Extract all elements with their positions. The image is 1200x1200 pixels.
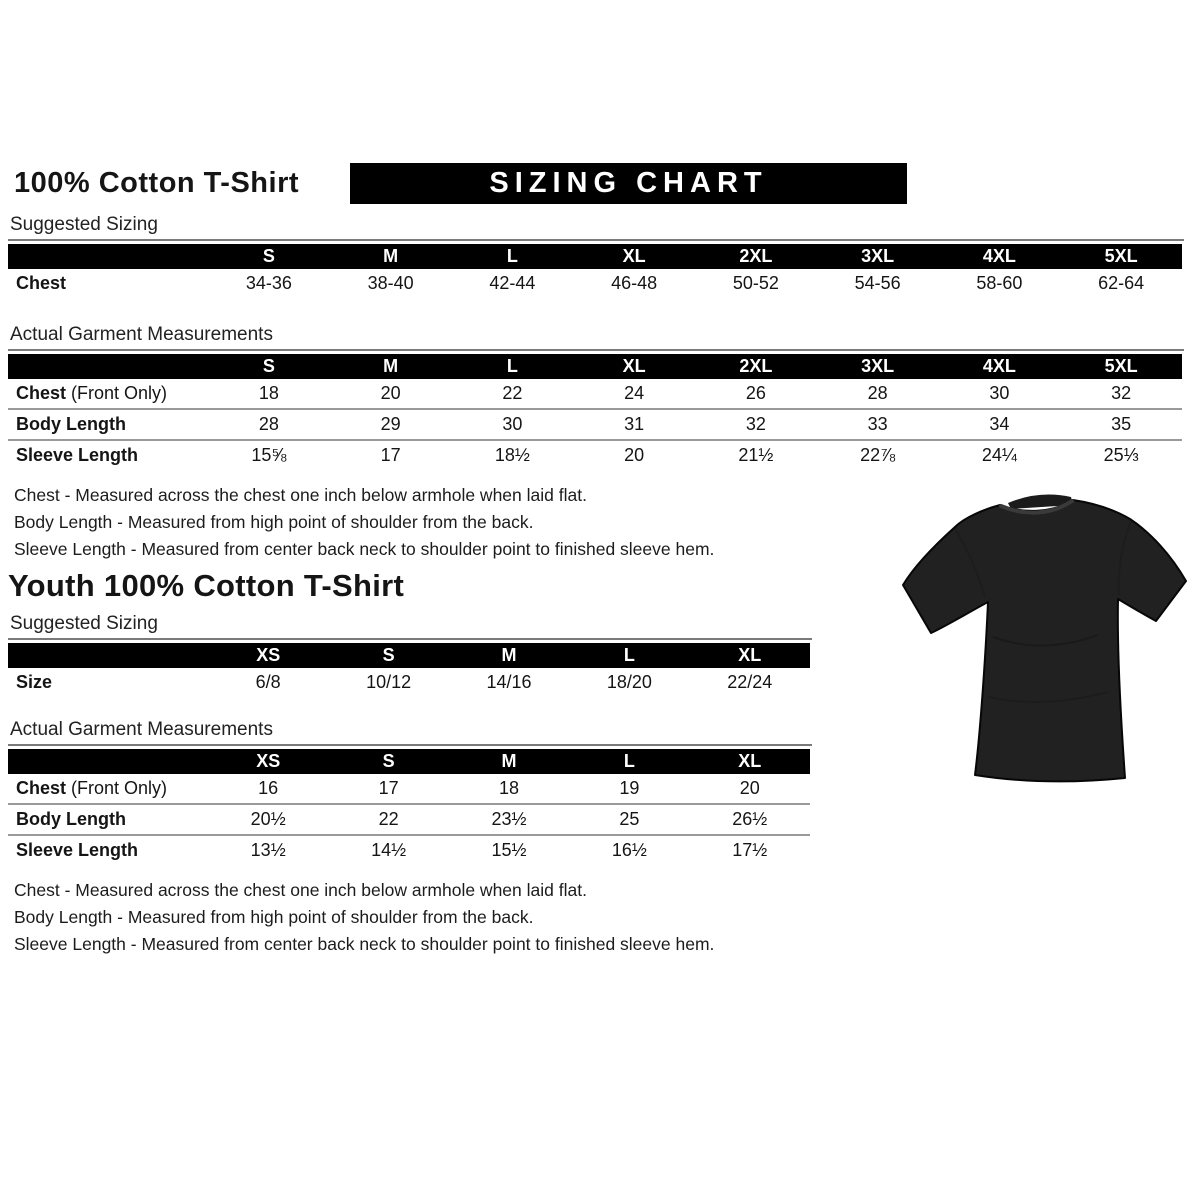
cell: 20 bbox=[573, 440, 695, 470]
column-header-5xl: 5XL bbox=[1060, 354, 1182, 379]
cell: 17 bbox=[378, 778, 399, 798]
column-header-xl: XL bbox=[573, 244, 695, 269]
cell: 18/20 bbox=[606, 672, 652, 692]
column-header-5xl: 5XL bbox=[1060, 244, 1182, 269]
header-spacer bbox=[8, 354, 208, 379]
cell: 16½ bbox=[569, 835, 689, 865]
note-line: Body Length - Measured from high point of shoulder from the back. bbox=[14, 512, 534, 532]
cell: 33 bbox=[817, 409, 939, 440]
column-header-4xl: 4XL bbox=[939, 244, 1061, 269]
cell: 19 bbox=[619, 778, 640, 798]
column-header-xl: XL bbox=[573, 354, 695, 379]
column-header-xl: XL bbox=[690, 643, 810, 668]
column-header-s: S bbox=[208, 354, 330, 379]
cell: 17½ bbox=[690, 835, 810, 865]
column-header-m: M bbox=[330, 244, 452, 269]
cell: 50-52 bbox=[732, 273, 779, 293]
column-header-l: L bbox=[452, 354, 574, 379]
page-title: 100% Cotton T-Shirt bbox=[14, 167, 300, 199]
column-header-l: L bbox=[452, 244, 574, 269]
measurement-notes-adult bbox=[14, 482, 794, 562]
header-spacer bbox=[8, 643, 208, 668]
cell: 34 bbox=[939, 409, 1061, 440]
row-label: Body Length bbox=[8, 804, 208, 835]
table-row bbox=[8, 379, 1182, 409]
table-row bbox=[8, 774, 810, 804]
cell: 21½ bbox=[695, 440, 817, 470]
cell: 24¼ bbox=[939, 440, 1061, 470]
cell: 28 bbox=[867, 383, 888, 403]
cell: 26 bbox=[745, 383, 766, 403]
cell: 32 bbox=[1111, 383, 1132, 403]
sizing-chart-banner: SIZING CHART bbox=[350, 163, 907, 204]
cell: 54-56 bbox=[854, 273, 901, 293]
cell: 15⅝ bbox=[208, 440, 330, 470]
size-table bbox=[8, 749, 810, 865]
cell: 22⅞ bbox=[817, 440, 939, 470]
column-header-m: M bbox=[449, 749, 569, 774]
tshirt-icon bbox=[893, 486, 1198, 806]
row-label: Chest (Front Only) bbox=[16, 383, 168, 403]
table-row bbox=[8, 668, 810, 697]
cell: 10/12 bbox=[366, 672, 412, 692]
section-label-suggested-sizing-youth: Suggested Sizing bbox=[8, 613, 812, 640]
note-line: Chest - Measured across the chest one inch below armhole when laid flat. bbox=[14, 485, 587, 505]
size-table bbox=[8, 244, 1182, 298]
cell: 18 bbox=[258, 383, 279, 403]
note-line: Chest - Measured across the chest one inch below armhole when laid flat. bbox=[14, 880, 587, 900]
cell: 17 bbox=[330, 440, 452, 470]
cell: 18 bbox=[498, 778, 519, 798]
column-header-m: M bbox=[449, 643, 569, 668]
cell: 22/24 bbox=[727, 672, 773, 692]
size-table bbox=[8, 643, 810, 697]
header-spacer bbox=[8, 749, 208, 774]
cell: 16 bbox=[258, 778, 279, 798]
column-header-l: L bbox=[569, 643, 689, 668]
section-label-measurements-adult: Actual Garment Measurements bbox=[8, 324, 1184, 351]
column-header-3xl: 3XL bbox=[817, 354, 939, 379]
column-header-xs: XS bbox=[208, 749, 328, 774]
cell: 34-36 bbox=[245, 273, 292, 293]
note-line: Sleeve Length - Measured from center back neck to shoulder point to finished sleeve hem. bbox=[14, 539, 715, 559]
cell: 20 bbox=[380, 383, 401, 403]
row-label: Size bbox=[16, 672, 53, 692]
header-row bbox=[8, 163, 1182, 204]
column-header-2xl: 2XL bbox=[695, 244, 817, 269]
column-header-s: S bbox=[208, 244, 330, 269]
cell: 18½ bbox=[452, 440, 574, 470]
tshirt-image bbox=[893, 486, 1198, 806]
size-table bbox=[8, 354, 1182, 470]
column-header-4xl: 4XL bbox=[939, 354, 1061, 379]
column-header-2xl: 2XL bbox=[695, 354, 817, 379]
column-header-xl: XL bbox=[690, 749, 810, 774]
cell: 62-64 bbox=[1098, 273, 1145, 293]
table-row bbox=[8, 409, 1182, 440]
column-header-s: S bbox=[328, 643, 448, 668]
cell: 38-40 bbox=[367, 273, 414, 293]
header-spacer bbox=[8, 244, 208, 269]
cell: 26½ bbox=[690, 804, 810, 835]
cell: 25 bbox=[569, 804, 689, 835]
cell: 20 bbox=[739, 778, 760, 798]
measurement-notes-youth bbox=[14, 877, 794, 957]
cell: 22 bbox=[328, 804, 448, 835]
cell: 30 bbox=[452, 409, 574, 440]
garment-measurements-table-adult bbox=[8, 354, 1182, 470]
column-header-s: S bbox=[328, 749, 448, 774]
column-header-xs: XS bbox=[208, 643, 328, 668]
cell: 6/8 bbox=[255, 672, 281, 692]
section-label-suggested-sizing-adult: Suggested Sizing bbox=[8, 214, 1184, 241]
cell: 14/16 bbox=[486, 672, 532, 692]
cell: 42-44 bbox=[489, 273, 536, 293]
cell: 29 bbox=[330, 409, 452, 440]
cell: 24 bbox=[624, 383, 645, 403]
suggested-sizing-table-adult bbox=[8, 244, 1182, 298]
cell: 58-60 bbox=[976, 273, 1023, 293]
row-label: Sleeve Length bbox=[8, 440, 208, 470]
cell: 31 bbox=[573, 409, 695, 440]
table-row bbox=[8, 269, 1182, 298]
cell: 46-48 bbox=[611, 273, 658, 293]
column-header-m: M bbox=[330, 354, 452, 379]
cell: 32 bbox=[695, 409, 817, 440]
cell: 25⅓ bbox=[1060, 440, 1182, 470]
row-label: Sleeve Length bbox=[8, 835, 208, 865]
row-label: Chest bbox=[16, 273, 67, 293]
cell: 30 bbox=[989, 383, 1010, 403]
column-header-l: L bbox=[569, 749, 689, 774]
table-row bbox=[8, 804, 810, 835]
note-line: Body Length - Measured from high point of shoulder from the back. bbox=[14, 907, 534, 927]
table-row bbox=[8, 440, 1182, 470]
row-label: Body Length bbox=[8, 409, 208, 440]
row-label: Chest (Front Only) bbox=[16, 778, 168, 798]
cell: 15½ bbox=[449, 835, 569, 865]
cell: 35 bbox=[1060, 409, 1182, 440]
table-row bbox=[8, 835, 810, 865]
cell: 22 bbox=[502, 383, 523, 403]
section-label-measurements-youth: Actual Garment Measurements bbox=[8, 719, 812, 746]
cell: 14½ bbox=[328, 835, 448, 865]
cell: 23½ bbox=[449, 804, 569, 835]
youth-section-title: Youth 100% Cotton T-Shirt bbox=[8, 568, 405, 603]
cell: 20½ bbox=[208, 804, 328, 835]
cell: 13½ bbox=[208, 835, 328, 865]
column-header-3xl: 3XL bbox=[817, 244, 939, 269]
note-line: Sleeve Length - Measured from center back neck to shoulder point to finished sleeve hem. bbox=[14, 934, 715, 954]
cell: 28 bbox=[208, 409, 330, 440]
